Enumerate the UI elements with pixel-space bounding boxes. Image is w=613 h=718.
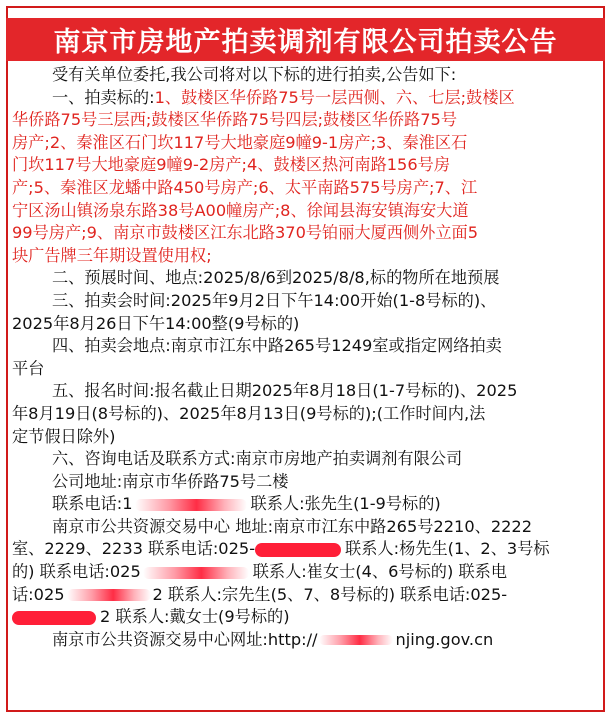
website-line [12,629,600,652]
notice-body [12,64,600,651]
row4-line [12,584,600,607]
contact-zhang: 联系人:张先生(1-9号标的) [250,494,441,514]
section1-line-2: 华侨路75号三层西;鼓楼区华侨路75号四层;鼓楼区华侨路75号 [12,110,458,130]
room-line-a: 室、2229、2233 联系电话:025- [12,539,256,559]
contact-cui: 联系人:崔女士(4、6号标的) 联系电 [252,562,508,582]
website-label: 南京市公共资源交易中心网址:http:// [52,629,318,649]
row4-a: 话:025 [12,584,65,604]
row3-line [12,561,600,584]
section1-line-1 [12,87,600,110]
notice-title: 南京市房地产拍卖调剂有限公司拍卖公告 [6,18,605,61]
redacted-phone [135,499,247,511]
section2-line: 二、预展时间、地点:2025/8/6到2025/8/8,标的物所在地预展 [52,268,500,288]
section5-line-2: 年8月19日(8号标的)、2025年8月13日(9号标的);(工作时间内,法 [12,403,486,423]
section1-line-8: 块广告牌三年期设置使用权; [12,245,212,265]
section1-label: 一、拍卖标的: [52,87,155,107]
center-address-line: 南京市公共资源交易中心 地址:南京市江东中路265号2210、2222 [52,516,533,536]
contact-dai: 2 联系人:戴女士(9号标的) [100,607,290,627]
section1-line-7: 99号房产;9、南京市鼓楼区江东北路370号铂丽大厦西侧外立面5 [12,223,479,243]
redacted-phone-4 [67,589,151,601]
section1-line-5: 产;5、秦淮区龙蟠中路450号房产;6、太平南路575号房产;7、江 [12,177,478,197]
intro-line: 受有关单位委托,我公司将对以下标的进行拍卖,公告如下: [52,65,457,84]
redacted-phone-2 [255,543,341,557]
phone-line-1 [12,493,600,516]
section3-line-2: 2025年8月26日下午14:00整(9号标的) [12,313,300,333]
row3-a: 的) 联系电话:025 [12,562,141,582]
section1-line-3: 房产;2、秦淮区石门坎117号大地豪庭9幢9-1房产;3、秦淮区石 [12,132,468,152]
section5-line-3: 定节假日除外) [12,426,116,446]
section4-line-2: 平台 [12,358,45,378]
redacted-url [319,635,393,645]
section1-line-6: 宁区汤山镇汤泉东路38号A00幢房产;8、徐闻县海安镇海安大道 [12,200,469,220]
redacted-phone-3 [143,567,249,579]
phone-label: 联系电话:1 [52,494,133,514]
contact-yang: 联系人:杨先生(1、2、3号标 [345,539,550,559]
redacted-phone-5 [12,611,96,625]
section6-line-1: 六、咨询电话及联系方式:南京市房地产拍卖调剂有限公司 [52,449,463,469]
section1-text: 1、鼓楼区华侨路75号一层西侧、六、七层;鼓楼区 [154,87,515,107]
section5-line-1: 五、报名时间:报名截止日期2025年8月18日(1-7号标的)、2025 [52,381,518,401]
company-address: 公司地址:南京市华侨路75号二楼 [52,471,289,491]
room-line [12,538,600,561]
section3-line-1: 三、拍卖会时间:2025年9月2日下午14:00开始(1-8号标的)、 [52,290,497,310]
section1-line-4: 门坎117号大地豪庭9幢9-2房产;4、鼓楼区热河南路156号房 [12,155,451,175]
section4-line-1: 四、拍卖会地点:南京市江东中路265号1249室或指定网络拍卖 [52,336,502,356]
contact-zong: 2 联系人:宗先生(5、7、8号标的) 联系电话:025- [152,584,508,604]
row5-line [12,606,600,629]
website-tail: njing.gov.cn [395,629,494,649]
